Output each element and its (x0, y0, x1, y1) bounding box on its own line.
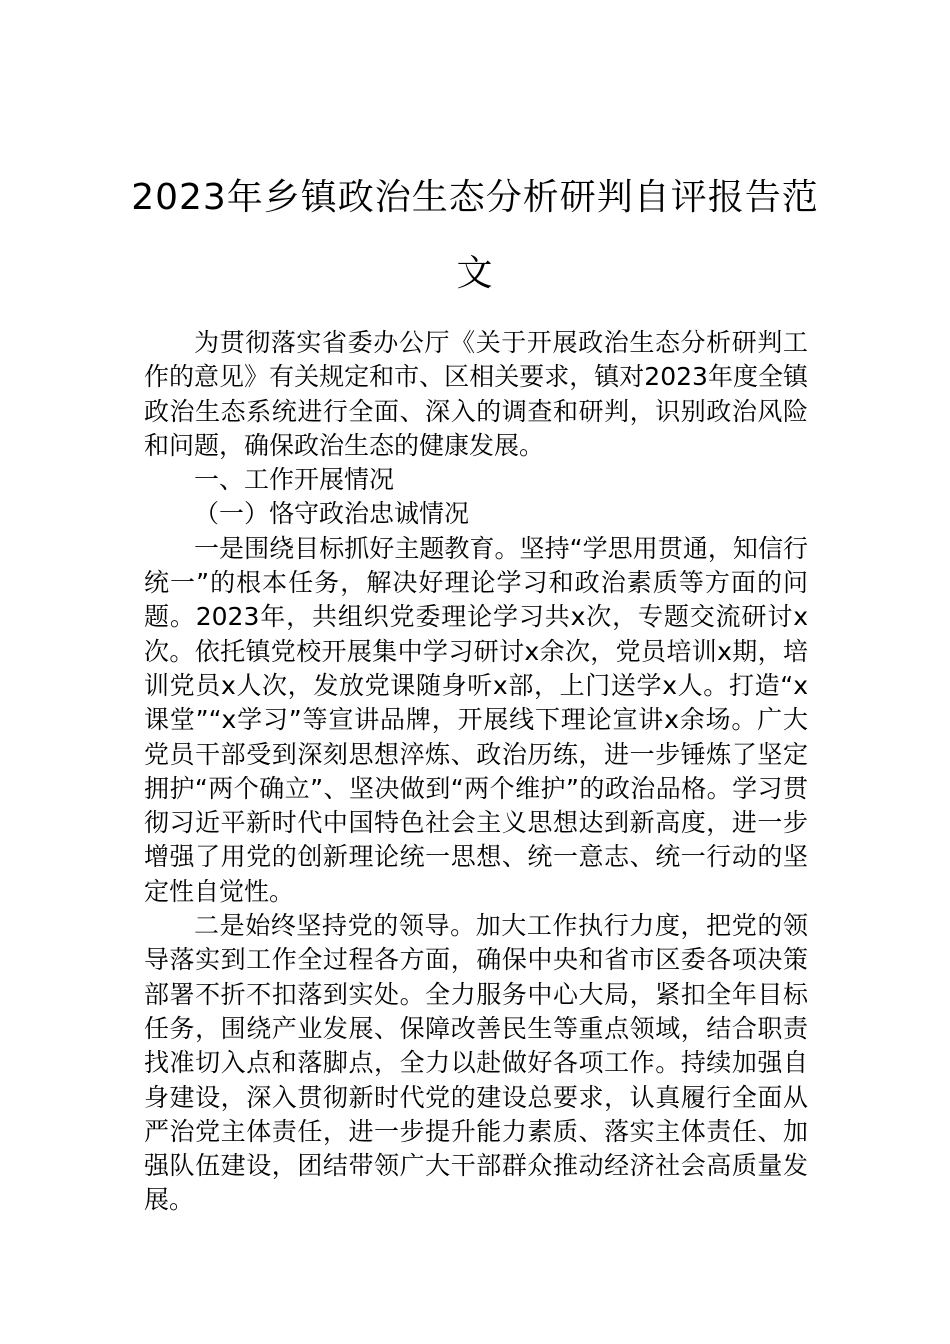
body-paragraph: 二是始终坚持党的领导。加大工作执行力度，把党的领导落实到工作全过程各方面，确保中央和省市区委各项决策部署不折不扣落到实处。全力服务中心大局，紧扣全年目标任务，围绕产业发展、保障改善民生等重点领域，结合职责找准切入点和落脚点，全力以赴做好各项工作。持续加强自身建设，深入贯彻新时代党的建设总要求，认真履行全面从严治党主体责任，进一步提升能力素质、落实主体责任、加强队伍建设，团结带领广大干部群众推动经济社会高质量发展。 (144, 911, 808, 1215)
document-body (144, 326, 808, 1218)
document-title: 2023年乡镇政治生态分析研判自评报告范文 (131, 177, 819, 294)
intro-paragraph: 为贯彻落实省委办公厅《关于开展政治生态分析研判工作的意见》有关规定和市、区相关要求，镇对2023年度全镇政治生态系统进行全面、深入的调查和研判，识别政治风险和问题，确保政治生态的健康发展。 (144, 328, 808, 460)
section-heading: 一、工作开展情况 (194, 465, 395, 495)
subsection-heading: （一）恪守政治忠诚情况 (194, 499, 470, 529)
body-paragraph: 一是围绕目标抓好主题教育。坚持“学思用贯通，知信行统一”的根本任务，解决好理论学习和政治素质等方面的问题。2023年，共组织党委理论学习共x次，专题交流研讨x次。依托镇党校开展集中学习研讨x余次，党员培训x期，培训党员x人次，发放党课随身听x部，上门送学x人。打造“x课堂”“x学习”等宣讲品牌，开展线下理论宣讲x余场。广大党员干部受到深刻思想淬炼、政治历练，进一步锤炼了坚定拥护“两个确立”、坚决做到“两个维护”的政治品格。学习贯彻习近平新时代中国特色社会主义思想达到新高度，进一步增强了用党的创新理论统一思想、统一意志、统一行动的坚定性自觉性。 (144, 533, 808, 906)
